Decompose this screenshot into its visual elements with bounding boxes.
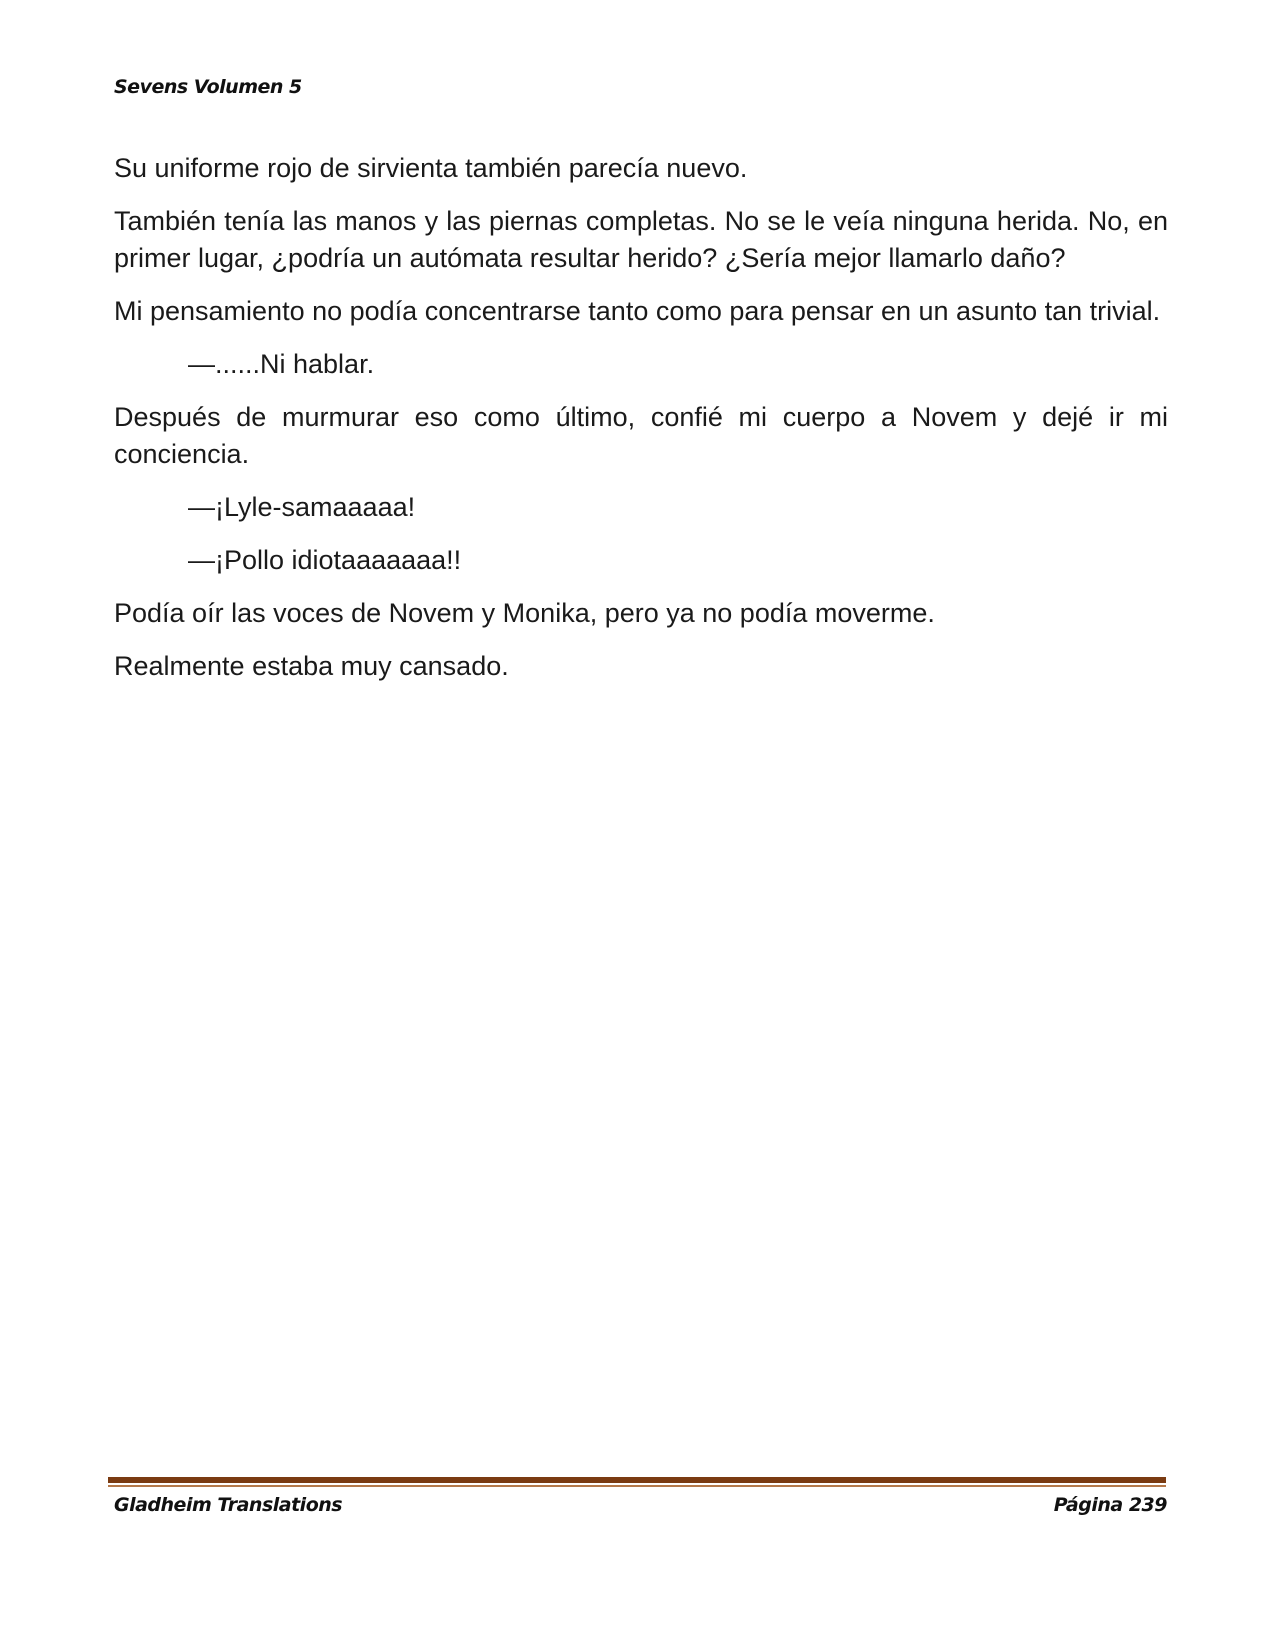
paragraph: Realmente estaba muy cansado. (114, 651, 509, 681)
footer-page-number: Página 239 (1053, 1494, 1167, 1516)
footer-divider-thin (108, 1485, 1166, 1487)
paragraph: Su uniforme rojo de sirvienta también parecía nuevo. (114, 153, 748, 183)
footer-divider-thick (108, 1477, 1166, 1483)
paragraph: Mi pensamiento no podía concentrarse tanto como para pensar en un asunto tan trivial. (114, 296, 1161, 326)
dialog-line: —¡Lyle-samaaaaa! (188, 492, 416, 522)
paragraph: Podía oír las voces de Novem y Monika, pero ya no podía moverme. (114, 598, 935, 628)
body-text (114, 150, 1168, 701)
paragraph: También tenía las manos y las piernas completas. No se le veía ninguna herida. No, en primer lugar, ¿podría un autómata resultar herido? ¿Sería mejor llamarlo daño? (114, 206, 1168, 273)
paragraph: Después de murmurar eso como último, confié mi cuerpo a Novem y dejé ir mi conciencia. (114, 402, 1168, 469)
dialog-line: —......Ni hablar. (188, 349, 375, 379)
footer-publisher: Gladheim Translations (114, 1494, 343, 1516)
running-header-title: Sevens Volumen 5 (114, 76, 302, 98)
dialog-line: —¡Pollo idiotaaaaaaa!! (188, 545, 462, 575)
